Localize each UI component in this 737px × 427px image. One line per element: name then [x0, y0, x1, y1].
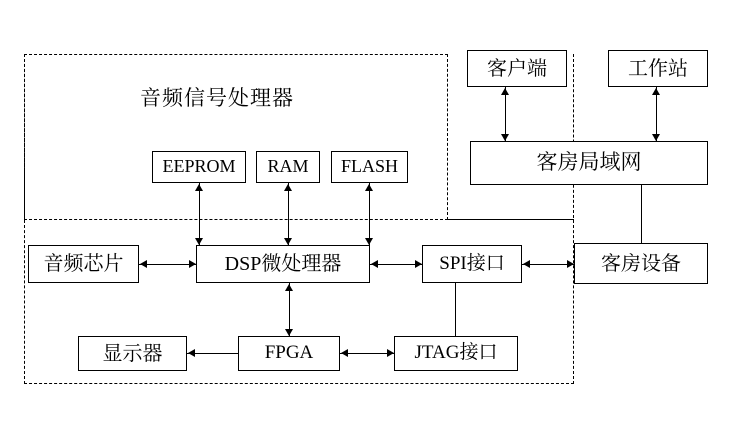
link-fpga-jtag-arrow-right [387, 349, 394, 357]
node-ram: RAM [256, 151, 320, 183]
link-client-lan-arrow-down [501, 134, 509, 141]
link-ram-dsp-arrow-up [284, 184, 292, 191]
link-flash-dsp-arrow-up [365, 184, 373, 191]
link-client-lan [505, 87, 506, 141]
link-eeprom-dsp-arrow-down [195, 238, 203, 245]
link-eeprom-dsp-arrow-up [195, 184, 203, 191]
node-workstation: 工作站 [608, 50, 708, 87]
link-workstation-lan-arrow-up [652, 88, 660, 95]
link-audiochip-dsp-arrow-left [140, 260, 147, 268]
link-fpga-jtag-arrow-left [341, 349, 348, 357]
link-lan-guestroomdevice [641, 185, 642, 243]
node-dsp: DSP微处理器 [196, 245, 370, 283]
link-fpga-jtag [340, 353, 394, 354]
node-audio-chip: 音频芯片 [28, 245, 139, 283]
link-dsp-fpga-arrow-down [285, 329, 293, 336]
link-spi-jtag [455, 283, 456, 336]
link-flash-dsp [369, 183, 370, 245]
link-ram-dsp [288, 183, 289, 245]
node-fpga: FPGA [238, 336, 340, 371]
node-jtag-interface: JTAG接口 [394, 336, 518, 371]
link-flash-dsp-arrow-down [365, 238, 373, 245]
diagram-title: 音频信号处理器 [140, 86, 294, 110]
node-guestroom-lan: 客房局域网 [470, 141, 708, 185]
boundary-notch-line [448, 219, 574, 220]
link-audiochip-dsp-arrow-right [189, 260, 196, 268]
node-guestroom-device: 客房设备 [574, 243, 708, 284]
link-audiochip-dsp [139, 264, 196, 265]
node-eeprom: EEPROM [152, 151, 246, 183]
link-ram-dsp-arrow-down [284, 238, 292, 245]
link-workstation-lan-arrow-down [652, 134, 660, 141]
link-client-lan-arrow-up [501, 88, 509, 95]
node-client: 客户端 [467, 50, 567, 87]
link-dsp-spi-arrow-left [371, 260, 378, 268]
link-dsp-fpga-arrow-up [285, 284, 293, 291]
link-workstation-lan [656, 87, 657, 141]
node-display: 显示器 [78, 336, 187, 371]
link-spi-guestroomdevice-arrow-left [523, 260, 530, 268]
link-spi-guestroomdevice-arrow-right [567, 260, 574, 268]
link-eeprom-dsp [199, 183, 200, 245]
node-spi-interface: SPI接口 [422, 245, 522, 283]
node-flash: FLASH [331, 151, 408, 183]
link-dsp-spi-arrow-right [415, 260, 422, 268]
boundary-spacer [24, 54, 448, 55]
link-fpga-display-arrow-left [188, 349, 195, 357]
